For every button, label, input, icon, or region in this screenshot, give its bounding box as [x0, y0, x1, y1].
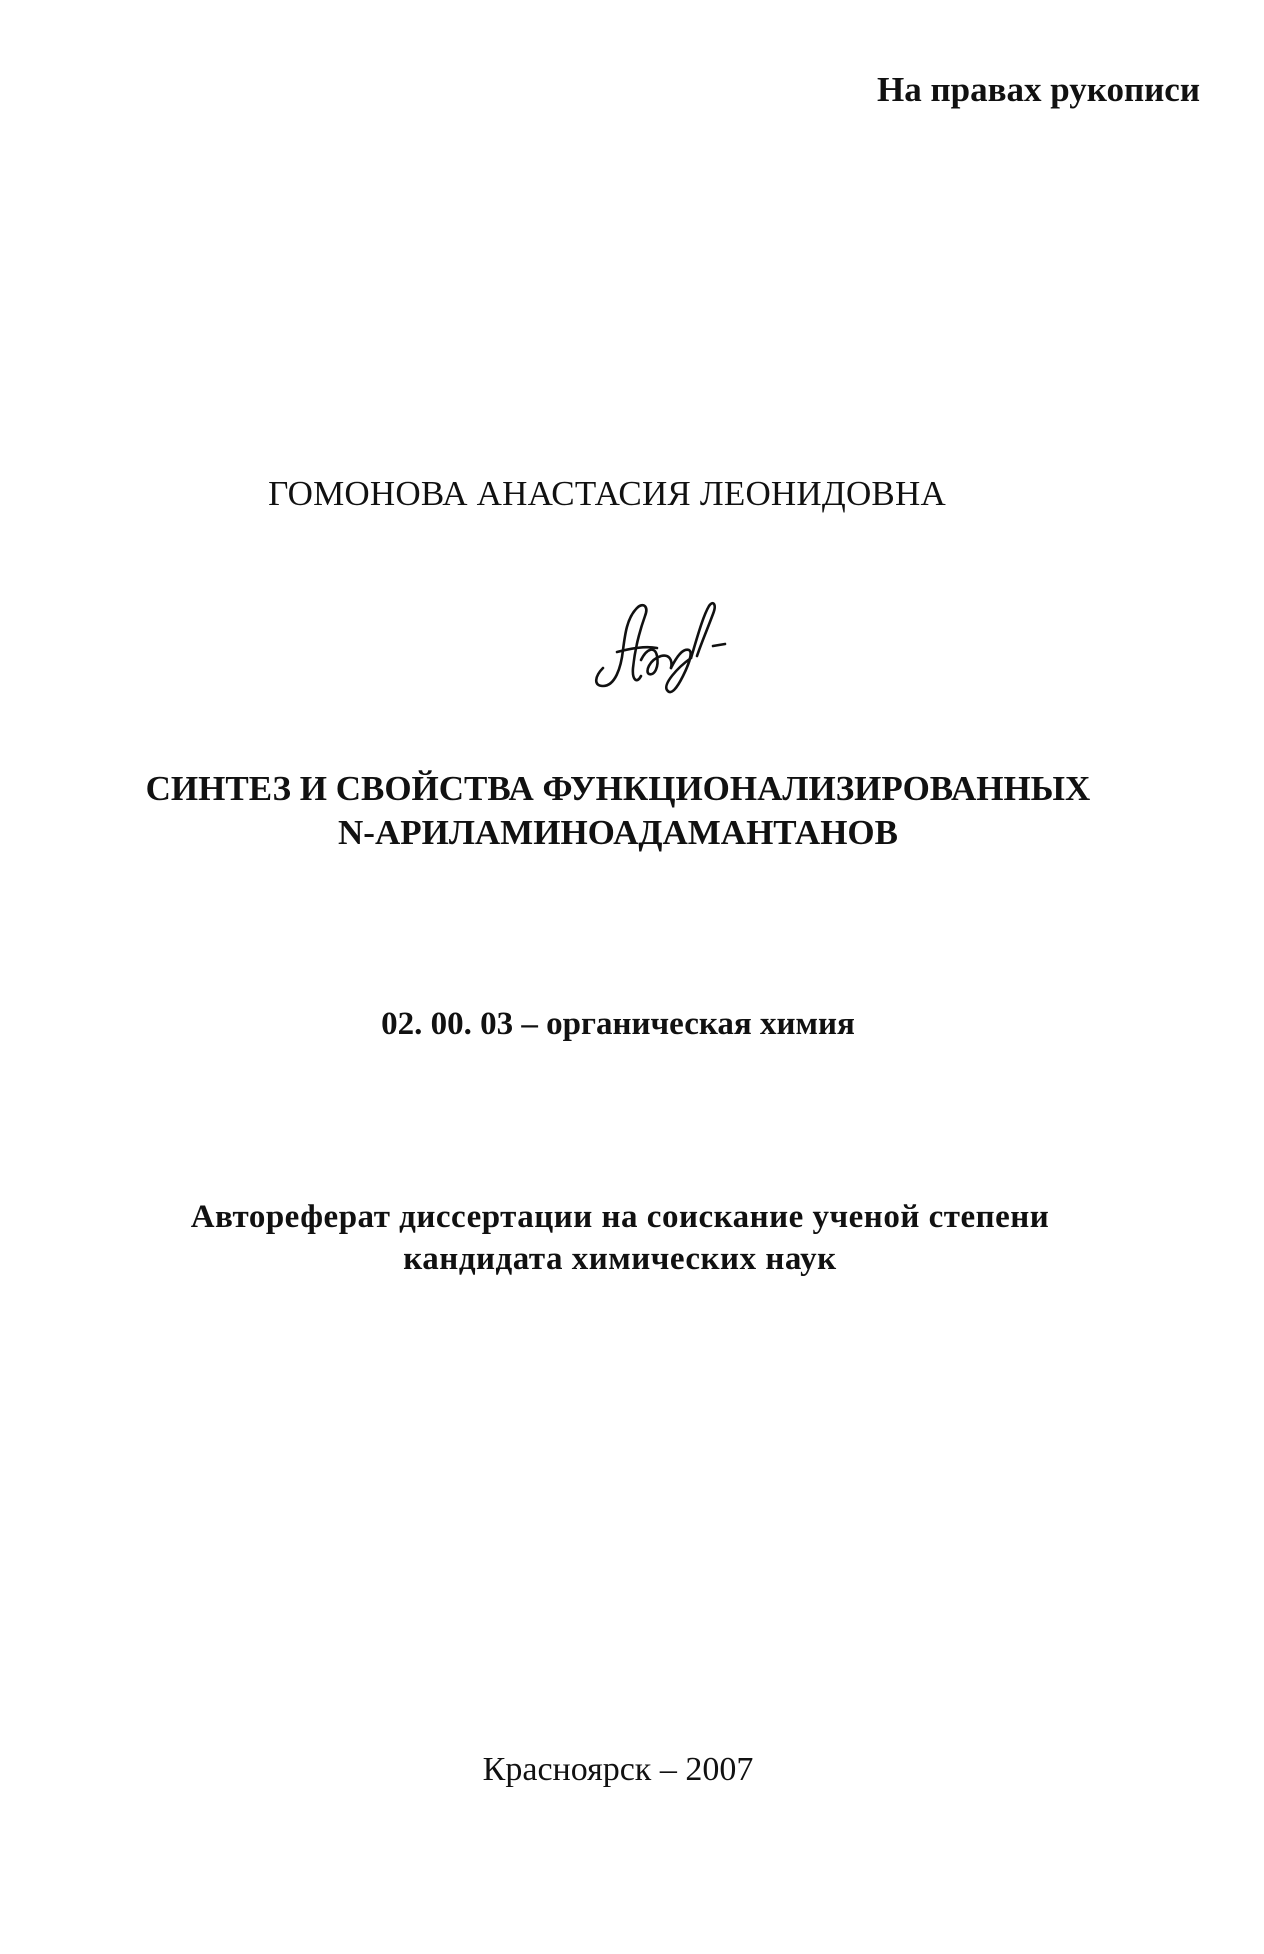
- specialty-code: 02. 00. 03 – органическая химия: [381, 1006, 855, 1042]
- degree-description: [0, 1196, 1252, 1280]
- city-year: Красноярск – 2007: [482, 1751, 754, 1788]
- author-name: ГОМОНОВА АНАСТАСИЯ ЛЕОНИДОВНА: [268, 474, 946, 513]
- thesis-title-line-1: СИНТЕЗ И СВОЙСТВА ФУНКЦИОНАЛИЗИРОВАННЫХ: [145, 769, 1091, 808]
- degree-line-2: кандидата химических наук: [403, 1241, 837, 1277]
- manuscript-stamp: На правах рукописи: [877, 70, 1200, 109]
- degree-line-1: Автореферат диссертации на соискание ученой степени: [190, 1199, 1050, 1235]
- thesis-title: [0, 767, 1250, 855]
- signature-icon: [585, 590, 745, 700]
- thesis-title-line-2: N-АРИЛАМИНОАДАМАНТАНОВ: [338, 813, 898, 852]
